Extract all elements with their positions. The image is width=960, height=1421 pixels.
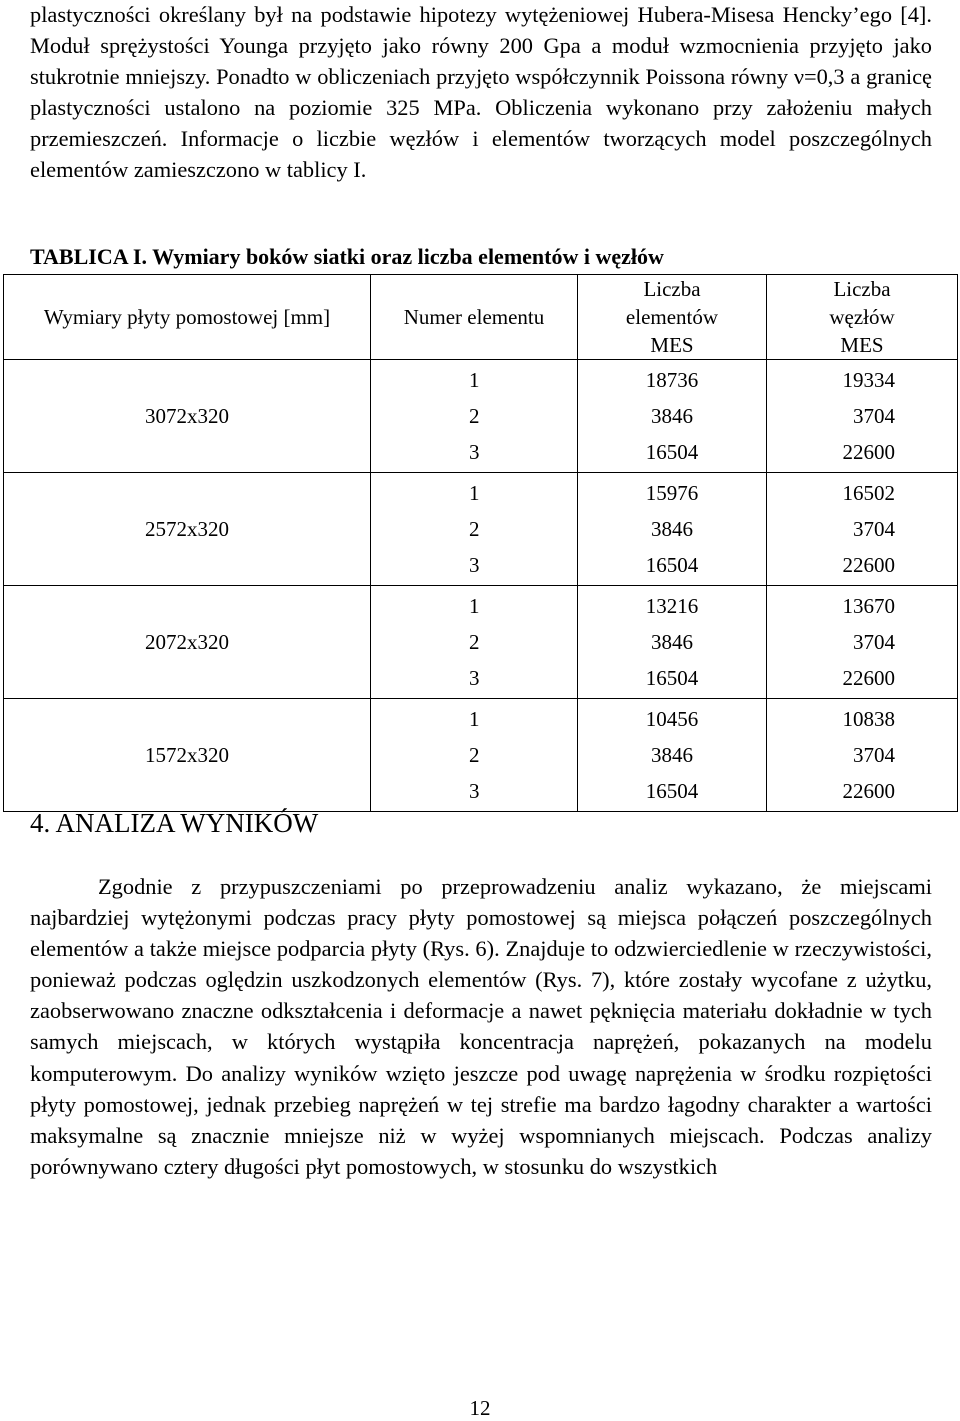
- table-row: [4, 360, 958, 399]
- results-paragraph: Zgodnie z przypuszczeniami po przeprowadzeniu analiz wykazano, że miejscami najbardziej wytężonymi podczas pracy płyty pomostowej są miejsca połączeń poszczególnych elementów a także miejsce podparcia płyty (Rys. 6). Znajduje to odzwierciedlenie w rzeczywistości, ponieważ podczas oględzin uszkodzonych elementów (Rys. 7), które zostały wycofane z użytku, zaobserwowano znaczne odkształcenia i deformacje a nawet pęknięcia materiału dokładnie w tych samych miejscach, w których wystąpiła koncentracja naprężeń, pokazanych na modelu komputerowym. Do analizy wyników wzięto jeszcze pod uwagę naprężenia w środku rozpiętości płyty pomostowej, jednak przebieg naprężeń w tej strefie ma bardzo łagodny charakter a wartości maksymalne są znacznie mniejsze niż w wyżej wspomnianych miejscach. Podczas analizy porównywano cztery długości płyt pomostowych, w stosunku do wszystkich: [30, 874, 932, 1179]
- cell-node-count: 22600: [767, 547, 958, 586]
- cell-element-number: 3: [371, 660, 578, 699]
- cell-element-number: 3: [371, 773, 578, 812]
- cell-element-number: 1: [371, 360, 578, 399]
- cell-node-count: 22600: [767, 773, 958, 812]
- header-dimensions: Wymiary płyty pomostowej [mm]: [4, 275, 371, 360]
- intro-paragraph: plastyczności określany był na podstawie hipotezy wytężeniowej Hubera-Misesa Hencky’ego [4]. Moduł sprężystości Younga przyjęto jako równy 200 Gpa a moduł wzmocnienia przyjęto jako stukrotnie mniejszy. Ponadto w obliczeniach przyjęto współczynnik Poissona równy ν=0,3 a granicę plastyczności ustalono na poziomie 325 MPa. Obliczenia wykonano przy założeniu małych przemieszczeń. Informacje o liczbie węzłów i elementów tworzących model poszczególnych elementów zamieszczono w tablicy I.: [30, 2, 932, 183]
- header-node-count: Liczba węzłów MES: [767, 275, 958, 360]
- cell-node-count: 16502: [767, 473, 958, 512]
- cell-element-number: 3: [371, 434, 578, 473]
- cell-element-count: 3846: [578, 737, 767, 773]
- cell-element-number: 2: [371, 511, 578, 547]
- section-title: 4. ANALIZA WYNIKÓW: [30, 808, 319, 838]
- table-header-row: [4, 275, 958, 360]
- header-element-number: Numer elementu: [371, 275, 578, 360]
- cell-dimensions: 1572x320: [4, 699, 371, 812]
- cell-node-count: 3704: [767, 737, 958, 773]
- cell-element-count: 13216: [578, 586, 767, 625]
- table-caption: TABLICA I. Wymiary boków siatki oraz liczba elementów i węzłów: [30, 244, 664, 269]
- cell-element-number: 1: [371, 699, 578, 738]
- cell-node-count: 22600: [767, 434, 958, 473]
- cell-element-count: 3846: [578, 398, 767, 434]
- cell-element-number: 2: [371, 624, 578, 660]
- cell-node-count: 22600: [767, 660, 958, 699]
- cell-node-count: 3704: [767, 511, 958, 547]
- table-row: [4, 473, 958, 512]
- page-number: 12: [469, 1396, 491, 1420]
- cell-element-number: 2: [371, 737, 578, 773]
- cell-element-count: 10456: [578, 699, 767, 738]
- cell-element-count: 16504: [578, 434, 767, 473]
- cell-element-number: 2: [371, 398, 578, 434]
- table-body: [4, 360, 958, 812]
- cell-element-count: 3846: [578, 511, 767, 547]
- cell-node-count: 19334: [767, 360, 958, 399]
- cell-element-number: 1: [371, 586, 578, 625]
- mesh-table: [3, 274, 958, 812]
- cell-node-count: 3704: [767, 624, 958, 660]
- table-row: [4, 586, 958, 625]
- cell-element-count: 16504: [578, 773, 767, 812]
- cell-element-count: 16504: [578, 547, 767, 586]
- cell-node-count: 10838: [767, 699, 958, 738]
- cell-node-count: 3704: [767, 398, 958, 434]
- cell-element-number: 1: [371, 473, 578, 512]
- cell-element-count: 16504: [578, 660, 767, 699]
- cell-element-count: 18736: [578, 360, 767, 399]
- cell-dimensions: 2572x320: [4, 473, 371, 586]
- cell-dimensions: 2072x320: [4, 586, 371, 699]
- cell-node-count: 13670: [767, 586, 958, 625]
- cell-dimensions: 3072x320: [4, 360, 371, 473]
- cell-element-count: 3846: [578, 624, 767, 660]
- table-row: [4, 699, 958, 738]
- cell-element-count: 15976: [578, 473, 767, 512]
- cell-element-number: 3: [371, 547, 578, 586]
- header-element-count: Liczba elementów MES: [578, 275, 767, 360]
